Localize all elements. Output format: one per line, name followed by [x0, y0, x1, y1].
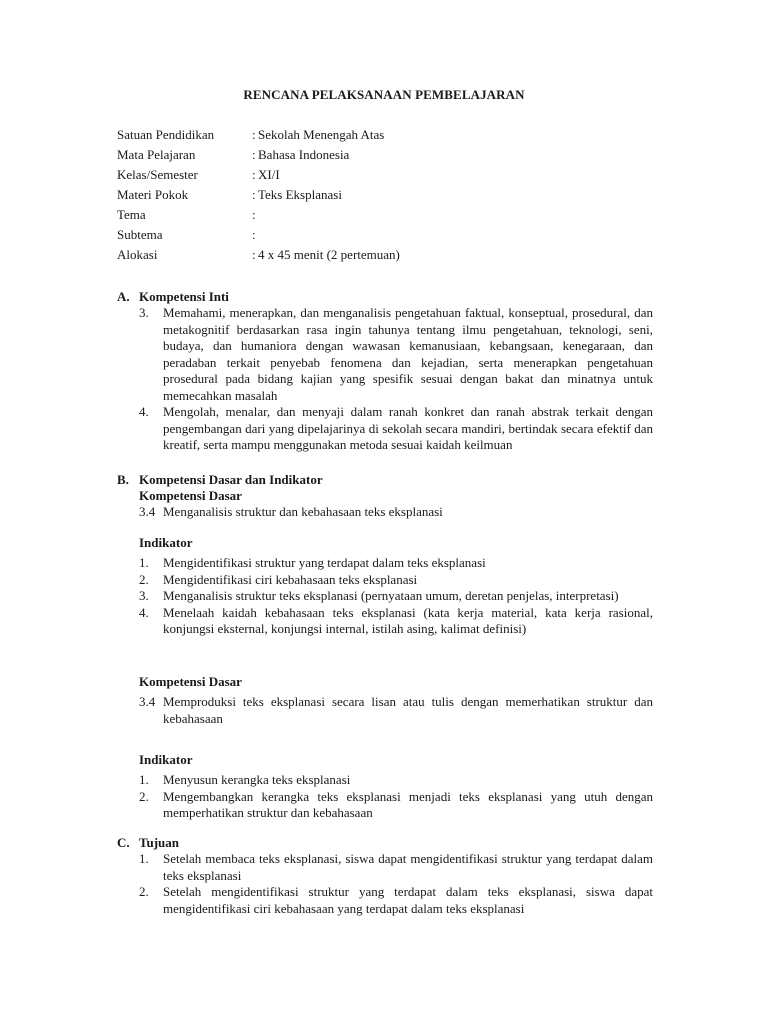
indikator-block-2	[117, 752, 653, 822]
list-item	[139, 404, 653, 454]
indikator-list	[139, 555, 653, 638]
identity-value: Sekolah Menengah Atas	[258, 127, 385, 142]
kd-block-2	[117, 674, 653, 727]
list-item-text: Menyusun kerangka teks eksplanasi	[163, 772, 351, 787]
identity-value: Teks Eksplanasi	[258, 187, 342, 202]
identity-label: Kelas/Semester	[117, 167, 198, 182]
list-item-text: Memahami, menerapkan, dan menganalisis pengetahuan faktual, konseptual, prosedural, dan metakognitif berdasarkan rasa ingin tahunya tentang ilmu pengetahuan, teknologi, seni, budaya, dan humaniora dengan wawasan kemanusiaan, kebangsaan, kenegaraan, dan peradaban terkait penyebab fenomena dan kejadian, serta menerapkan pengetahuan prosedural pada bidang kajian yang spesifik sesuai dengan bakat dan minatnya untuk memecahkan masalah	[163, 305, 653, 403]
indikator-block-1	[117, 535, 653, 638]
section-letter: C.	[117, 835, 130, 850]
list-item-number: 2.	[139, 571, 149, 587]
list-item	[139, 789, 653, 822]
identity-colon: :	[252, 227, 256, 242]
tujuan-list	[139, 851, 653, 917]
kd-number: 3.4	[139, 694, 156, 709]
section-kompetensi-dasar	[117, 472, 653, 521]
list-item-number: 3.	[139, 305, 149, 320]
section-tujuan	[117, 835, 653, 917]
list-item	[139, 884, 653, 917]
identity-value: Bahasa Indonesia	[258, 147, 350, 162]
identity-value: XI/I	[258, 167, 280, 182]
indikator-heading: Indikator	[139, 535, 193, 550]
list-item-number: 1.	[139, 555, 149, 570]
kd-text: Memproduksi teks eksplanasi secara lisan atau tulis dengan memerhatikan struktur dan kebahasaan	[163, 694, 653, 726]
list-item-text: Menelaah kaidah kebahasaan teks eksplanasi (kata kerja material, kata kerja rasional, konjungsi eksternal, konjungsi internal, istilah asing, kalimat definisi)	[163, 604, 653, 636]
identity-label: Mata Pelajaran	[117, 147, 196, 162]
identity-label: Satuan Pendidikan	[117, 127, 215, 142]
identity-label: Subtema	[117, 227, 163, 242]
list-item-number: 2.	[139, 884, 149, 899]
identity-label: Alokasi	[117, 247, 158, 262]
document-title: RENCANA PELAKSANAAN PEMBELAJARAN	[243, 87, 525, 102]
section-letter: B.	[117, 472, 129, 487]
kd-heading: Kompetensi Dasar	[139, 674, 242, 689]
kd-number: 3.4	[139, 504, 156, 519]
list-item	[139, 605, 653, 638]
identity-colon: :	[252, 247, 256, 262]
list-item-text: Menganalisis struktur teks eksplanasi (pernyataan umum, deretan penjelas, interpretasi)	[163, 588, 619, 603]
list-item-text: Mengidentifikasi ciri kebahasaan teks eksplanasi	[163, 571, 418, 587]
ki-list	[139, 305, 653, 454]
section-title: Tujuan	[139, 835, 179, 850]
section-heading	[117, 289, 653, 305]
list-item	[139, 588, 653, 605]
list-item-number: 3.	[139, 588, 149, 603]
list-item-number: 1.	[139, 772, 149, 787]
identity-label: Tema	[117, 207, 146, 222]
list-item	[139, 772, 653, 789]
identity-colon: :	[252, 207, 256, 222]
indikator-heading: Indikator	[139, 752, 193, 767]
identity-label: Materi Pokok	[117, 187, 189, 202]
list-item-text: Mengidentifikasi struktur yang terdapat dalam teks eksplanasi	[163, 555, 486, 570]
list-item-number: 4.	[139, 404, 149, 419]
kd-text: Menganalisis struktur dan kebahasaan teks eksplanasi	[163, 504, 443, 519]
list-item-number: 1.	[139, 851, 149, 866]
list-item	[139, 572, 653, 589]
identity-colon: :	[252, 127, 256, 142]
section-heading	[117, 835, 653, 851]
list-item	[139, 555, 653, 572]
indikator-list	[139, 772, 653, 822]
list-item-text: Setelah membaca teks eksplanasi, siswa dapat mengidentifikasi struktur yang terdapat dalam teks eksplanasi	[163, 851, 653, 883]
identity-colon: :	[252, 167, 256, 182]
kd-statement	[139, 504, 653, 521]
section-letter: A.	[117, 289, 130, 304]
list-item-text: Mengolah, menalar, dan menyaji dalam ranah konkret dan ranah abstrak terkait dengan pengembangan dari yang dipelajarinya di sekolah secara mandiri, bertindak secara efektif dan kreatif, serta mampu menggunakan metoda sesuai kaidah keilmuan	[163, 404, 653, 452]
identity-colon: :	[252, 187, 256, 202]
list-item	[139, 305, 653, 404]
identity-value: 4 x 45 menit (2 pertemuan)	[258, 247, 400, 262]
section-title: Kompetensi Inti	[139, 289, 229, 304]
section-kompetensi-inti	[117, 289, 653, 454]
list-item-text: Mengembangkan kerangka teks eksplanasi menjadi teks eksplanasi yang utuh dengan memperhatikan struktur dan kebahasaan	[163, 788, 653, 820]
kd-heading: Kompetensi Dasar	[139, 488, 242, 503]
list-item-number: 4.	[139, 604, 149, 620]
list-item-text: Setelah mengidentifikasi struktur yang terdapat dalam teks eksplanasi, siswa dapat mengidentifikasi ciri kebahasaan yang terdapat dalam teks eksplanasi	[163, 884, 653, 916]
section-title: Kompetensi Dasar dan Indikator	[139, 472, 323, 487]
kd-statement	[139, 694, 653, 727]
list-item-number: 2.	[139, 788, 149, 804]
list-item	[139, 851, 653, 884]
identity-colon: :	[252, 147, 256, 162]
section-heading	[117, 472, 653, 488]
